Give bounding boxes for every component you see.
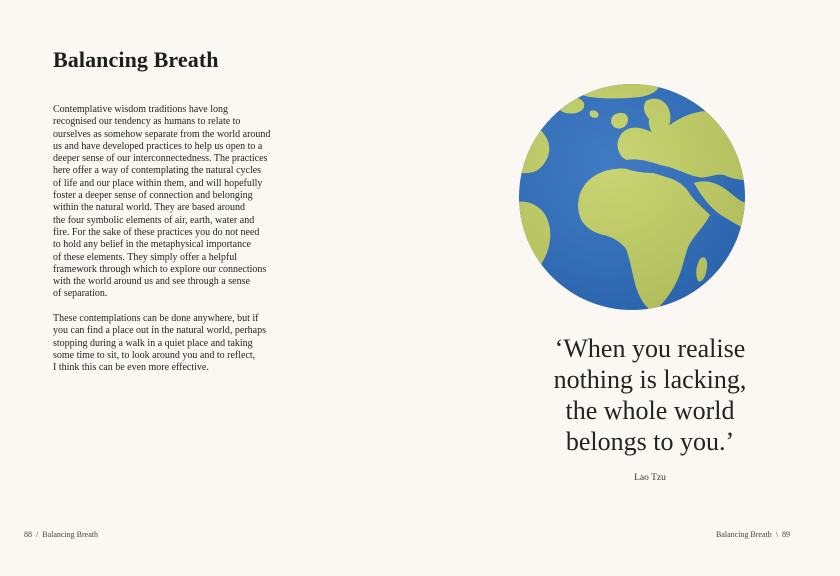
page-number-left: 88 bbox=[24, 530, 32, 539]
body-paragraph-2: These contemplations can be done anywhere, but if you can find a place out in the natural world, perhaps stopping during a walk in a quiet place and taking some time to sit, to look around you and to reflect, I think this can be even more effective. bbox=[53, 313, 266, 374]
page-title: Balancing Breath bbox=[53, 47, 219, 72]
running-head-left: Balancing Breath bbox=[42, 530, 98, 539]
folio-left bbox=[24, 530, 98, 539]
quote-text: ‘When you realise nothing is lacking, the whole world belongs to you.’ bbox=[553, 334, 747, 456]
body-paragraph-1: Contemplative wisdom traditions have long recognised our tendency as humans to relate to ourselves as somehow separate from the world around us and have developed practices to help us open to a deeper sense of our interconnectedness. The practices here offer a way of contemplating the natural cycles of life and our place within them, and will hopefully foster a deeper sense of connection and belonging within the natural world. They are based around the four symbolic elements of air, earth, water and fire. For the sake of these practices you do not need to hold any belief in the metaphysical importance of these elements. They simply offer a helpful framework through which to explore our connections with the world around us and see through a sense of separation. bbox=[53, 104, 271, 300]
globe-icon bbox=[518, 83, 746, 311]
body-text bbox=[53, 104, 333, 387]
folio-right bbox=[716, 530, 790, 539]
globe-illustration bbox=[518, 83, 746, 311]
quote-attribution: Lao Tzu bbox=[634, 473, 666, 483]
folio-separator-left: / bbox=[36, 530, 39, 539]
folio-separator-right: \ bbox=[775, 530, 778, 539]
page-number-right: 89 bbox=[782, 530, 790, 539]
running-head-right: Balancing Breath bbox=[716, 530, 772, 539]
right-page bbox=[420, 0, 840, 576]
